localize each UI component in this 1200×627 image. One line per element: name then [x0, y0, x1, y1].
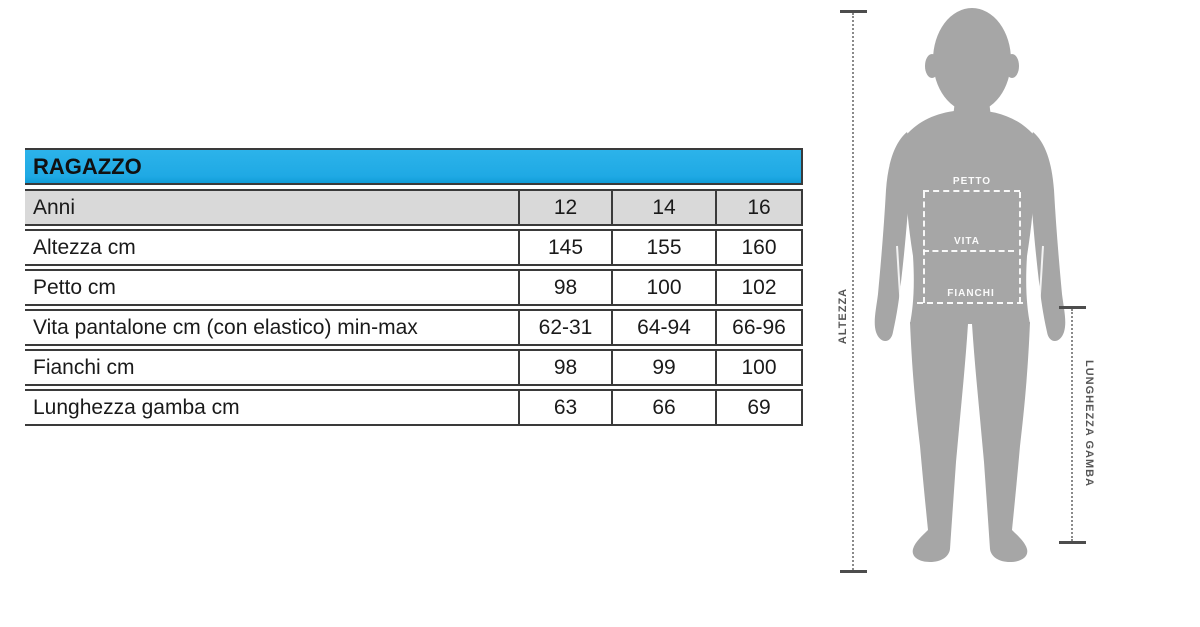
leg-length-measure-line [1071, 309, 1073, 541]
chest-label: PETTO [952, 176, 992, 187]
row-value: 160 [715, 231, 801, 264]
row-label: Vita pantalone cm (con elastico) min-max [33, 315, 418, 339]
table-header-row [25, 189, 803, 226]
row-value: 98 [518, 271, 611, 304]
boy-silhouette [855, 4, 1085, 570]
row-value: 99 [611, 351, 715, 384]
header-label: Anni [33, 195, 76, 219]
height-label: ALTEZZA [837, 287, 849, 345]
table-row-fianchi [25, 349, 803, 386]
row-value: 98 [518, 351, 611, 384]
chest-side-dash-left [923, 192, 925, 303]
row-value: 155 [611, 231, 715, 264]
table-row-petto [25, 269, 803, 306]
chest-side-dash-right [1019, 192, 1021, 303]
row-label: Fianchi cm [33, 355, 135, 379]
row-value: 69 [715, 391, 801, 424]
arm-shape [1029, 132, 1065, 341]
row-value: 66 [611, 391, 715, 424]
row-value: 100 [611, 271, 715, 304]
row-value: 62-31 [518, 311, 611, 344]
hips-line [917, 302, 1023, 304]
table-row-vita [25, 309, 803, 346]
row-value: 102 [715, 271, 801, 304]
table-title: RAGAZZO [25, 148, 803, 185]
header-size-12: 12 [518, 191, 611, 224]
row-label: Petto cm [33, 275, 116, 299]
leg-length-arrow-cap-bottom [1059, 541, 1086, 544]
row-value: 100 [715, 351, 801, 384]
row-value: 64-94 [611, 311, 715, 344]
leg-shape [972, 322, 1030, 562]
arm-shape [875, 132, 911, 341]
height-arrow-cap-bottom [840, 570, 867, 573]
row-label: Lunghezza gamba cm [33, 395, 240, 419]
size-table [25, 148, 803, 429]
table-row-altezza [25, 229, 803, 266]
header-size-14: 14 [611, 191, 715, 224]
row-label: Altezza cm [33, 235, 136, 259]
leg-length-label: LUNGHEZZA GAMBA [1083, 360, 1095, 488]
leg-shape [910, 322, 968, 562]
row-value: 63 [518, 391, 611, 424]
chest-line [923, 190, 1020, 192]
hips-label: FIANCHI [947, 288, 995, 299]
header-size-16: 16 [715, 191, 801, 224]
waist-line [923, 250, 1014, 252]
table-row-lunghezza-gamba [25, 389, 803, 426]
row-value: 145 [518, 231, 611, 264]
row-value: 66-96 [715, 311, 801, 344]
height-measure-line [852, 13, 854, 570]
waist-label: VITA [953, 236, 981, 247]
